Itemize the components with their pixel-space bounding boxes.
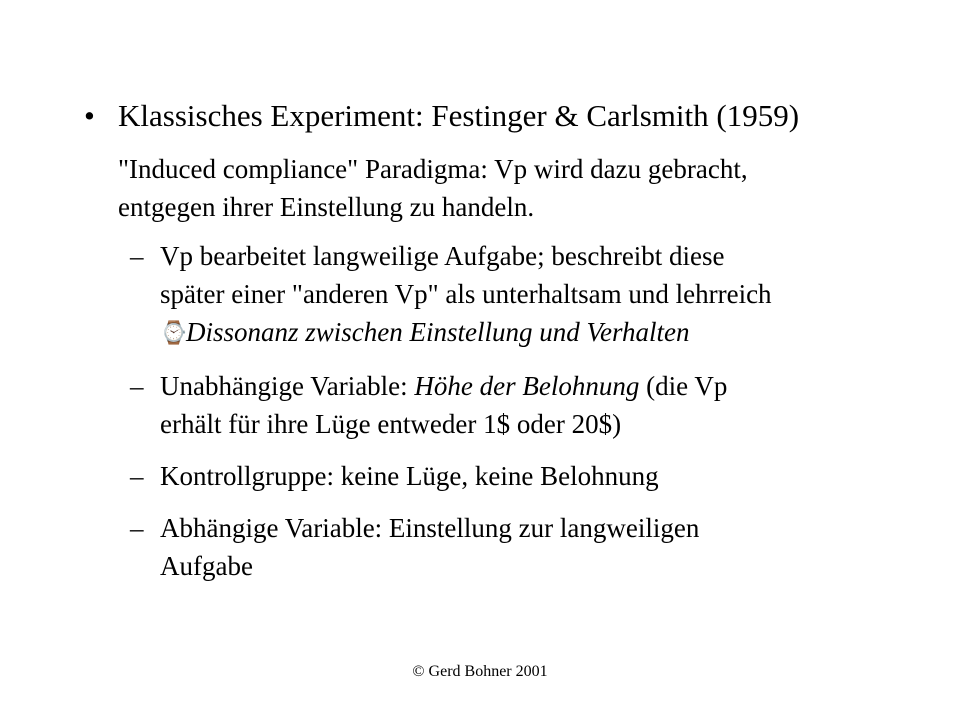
copyright-footer: © Gerd Bohner 2001 — [412, 663, 548, 680]
sub-item-line — [160, 313, 920, 353]
iv-value: Höhe der Belohnung — [414, 371, 640, 401]
sub-item-line: Kontrollgruppe: keine Lüge, keine Belohnung — [160, 461, 659, 491]
dash-marker: – — [130, 241, 144, 271]
dash-marker: – — [130, 513, 144, 543]
bullet-dot: • — [84, 98, 95, 133]
dash-marker: – — [130, 461, 144, 491]
iv-label: Unabhängige Variable: — [160, 371, 415, 401]
dash-marker: – — [130, 371, 144, 401]
iv-tail: (die Vp — [639, 371, 728, 401]
sub-item-control-group — [130, 457, 920, 495]
sub-item-line: erhält für ihre Lüge entweder 1$ oder 20$) — [160, 409, 622, 439]
intro-line-1: "Induced compliance" Paradigma: Vp wird dazu gebracht, — [118, 154, 748, 184]
sub-item-dependent-variable — [130, 509, 920, 585]
sub-item-line — [160, 367, 920, 405]
clock-symbol-icon: ⌚ — [160, 321, 188, 346]
sub-item-line: später einer "anderen Vp" als unterhaltsam und lehrreich — [160, 279, 772, 309]
sub-item-line: Vp bearbeitet langweilige Aufgabe; beschreibt diese — [160, 241, 725, 271]
sub-item-line: Aufgabe — [160, 551, 253, 581]
sub-item-line: Abhängige Variable: Einstellung zur langweiligen — [160, 513, 700, 543]
sub-item-procedure — [130, 237, 920, 353]
slide-heading: Klassisches Experiment: Festinger & Carlsmith (1959) — [118, 98, 800, 133]
intro-line-2: entgegen ihrer Einstellung zu handeln. — [118, 192, 535, 222]
dissonance-text: Dissonanz zwischen Einstellung und Verhalten — [186, 317, 690, 347]
sub-item-independent-variable — [130, 367, 920, 443]
sub-bullet-list — [130, 237, 920, 599]
intro-paragraph — [118, 150, 908, 226]
